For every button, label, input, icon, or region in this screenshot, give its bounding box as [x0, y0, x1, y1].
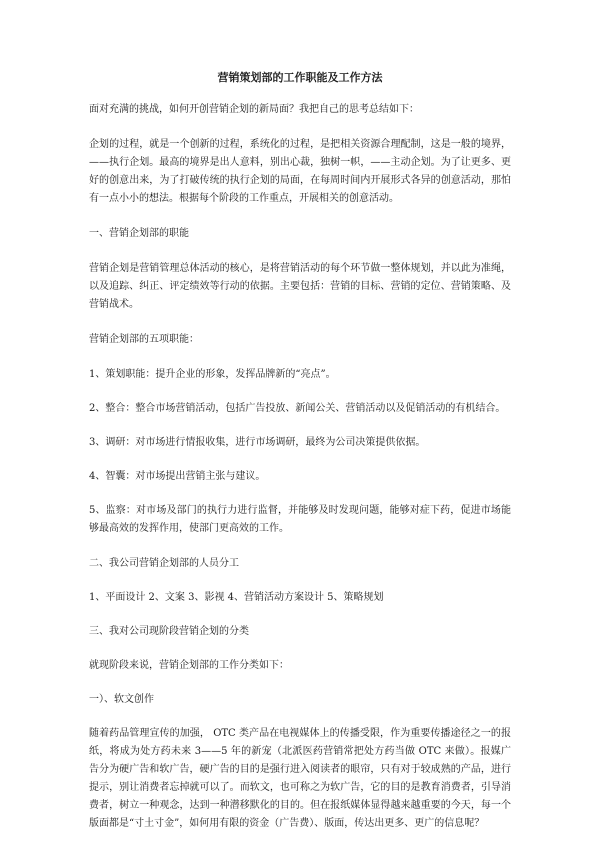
function-item-think-tank: 4、智囊：对市场提出营销主张与建议。 — [89, 471, 266, 482]
planning-process-paragraph: 企划的过程，就是一个创新的过程，系统化的过程，是把相关资源合理配制，这是一般的境界，——执行企划。最高的境界是出人意料，别出心裁，独树一帜，——主动企划。为了让更多、更好的创意出来，为了打破传统的执行企划的局面，在每周时间内开展形式各异的创意活动，那怕有一点小小的想法。根据每个阶段的工作重点，开展相关的创意活动。 — [89, 139, 511, 204]
intro-paragraph: 面对充满的挑战，如何开创营销企划的新局面？我把自己的思考总结如下： — [89, 104, 419, 115]
section-heading-staffing: 二、我公司营销企划部的人员分工 — [89, 558, 239, 569]
staffing-list: 1、平面设计 2、文案 3、影视 4、营销活动方案设计 5、策略规划 — [89, 592, 384, 603]
subsection-heading-soft-article: 一）、软文创作 — [89, 694, 154, 705]
function-item-supervision: 5、监察：对市场及部门的执行力进行监督，并能够及时发现问题，能够对症下药，促进市场能够最高效的发挥作用，使部门更高效的工作。 — [89, 505, 511, 534]
section-heading-classification: 三、我对公司现阶段营销企划的分类 — [89, 626, 249, 637]
document-title: 营销策划部的工作职能及工作方法 — [217, 71, 383, 84]
soft-article-paragraph: 随着药品管理宣传的加强， OTC 类产品在电视媒体上的传播受限，作为重要传播途径之一的报纸，将成为处方药未来 3——5 年的新宠（北派医药营销常把处方药当做 OTC 来做）。报媒广告分为硬广告和软广告，硬广告的目的是强行进入阅读者的眼帘，只有对于较成熟的产品，进行提示，别让消费者忘掉就可以了。而软文，也可称之为软广告，它的目的是教育消费者，引导消费者，树立一种观念，达到一种潜移默化的目的。但在报纸媒体显得越来越重要的今天，每一个版面都是“寸土寸金”，如何用有限的资金（广告费）、版面，传达出更多、更广的信息呢？ — [89, 728, 511, 829]
document-page — [89, 70, 511, 850]
classification-intro: 就现阶段来说，营销企划部的工作分类如下： — [89, 660, 289, 671]
function-item-planning: 1、策划职能：提升企业的形象，发挥品牌新的“亮点”。 — [89, 369, 336, 380]
function-item-integration: 2、整合：整合市场营销活动，包括广告投放、新闻公关、营销活动以及促销活动的有机结合。 — [89, 403, 506, 414]
five-functions-intro: 营销企划部的五项职能： — [89, 334, 199, 345]
marketing-planning-core-paragraph: 营销企划是营销管理总体活动的核心，是将营销活动的每个环节做一整体规划，并以此为准绳，以及追踪、纠正、评定绩效等行动的依据。主要包括：营销的目标、营销的定位、营销策略、及营销战术。 — [89, 263, 511, 310]
section-heading-functions: 一、营销企划部的职能 — [89, 228, 189, 239]
function-item-research: 3、调研：对市场进行情报收集，进行市场调研，最终为公司决策提供依据。 — [89, 437, 426, 448]
